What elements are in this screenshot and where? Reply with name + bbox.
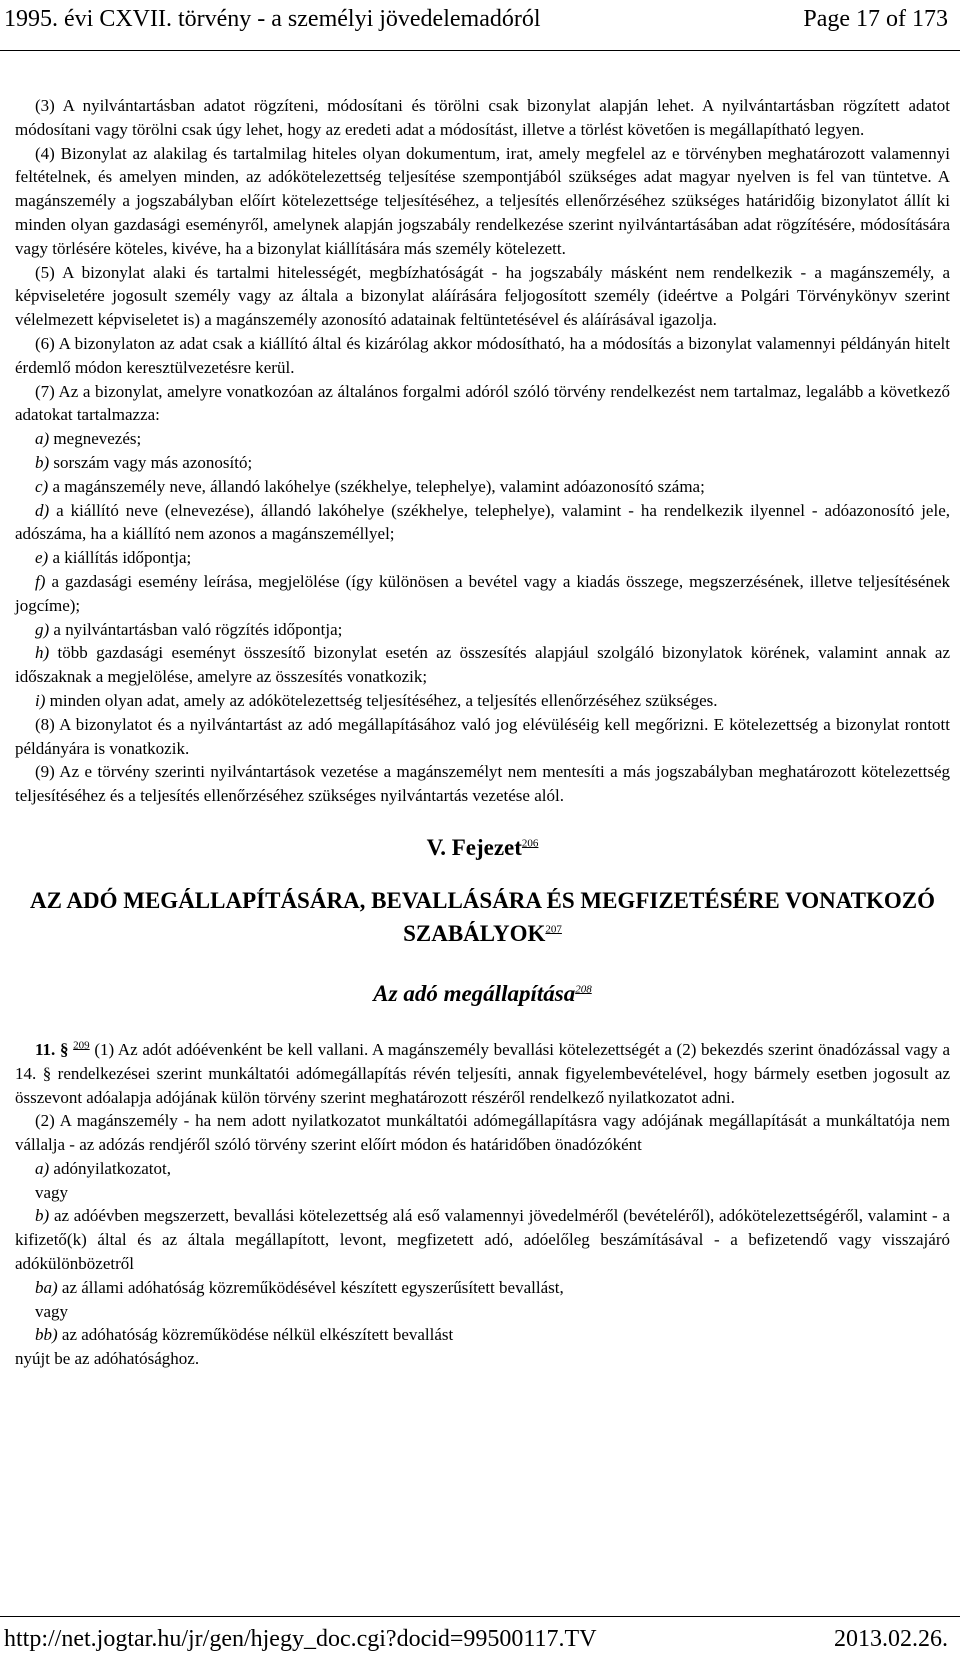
list-item-text: megnevezés; xyxy=(49,429,142,449)
list-item-marker: a) xyxy=(35,1158,50,1178)
footnote-link[interactable]: 207 xyxy=(545,923,562,936)
list-item-text: sorszám vagy más azonosító; xyxy=(49,452,253,472)
list-item-text: a kiállítás időpontja; xyxy=(48,548,192,568)
list-item xyxy=(15,499,950,547)
subtitle-label: Az adó megállapítása xyxy=(373,980,576,1006)
section-text: (1) Az adót adóévenként be kell vallani. A magánszemély bevallási kötelezettségét a (2) bekezdés szerint önadózással vagy a 14. § rendelkezései szerint munkáltatói adómegállapítás révén teljesíti, annak figyelembevételével, hogy bármely esetben jogosult az összevont adóalapja adójának külön törvény szerint meghatározott részéről rendelkező nyilatkozatot adni. xyxy=(15,1039,951,1107)
document-title: 1995. évi CXVII. törvény - a személyi jövedelemadóról xyxy=(4,6,541,32)
list-item xyxy=(15,618,950,642)
footnote-link[interactable]: 206 xyxy=(521,837,539,850)
list-item xyxy=(15,546,950,570)
list-item-text: adónyilatkozatot, xyxy=(49,1158,171,1178)
list-item-marker: c) xyxy=(35,476,49,496)
list-item-marker: e) xyxy=(35,548,49,568)
chapter-title-line1: AZ ADÓ MEGÁLLAPÍTÁSÁRA, BEVALLÁSÁRA ÉS MEGFIZETÉSÉRE VONATKOZÓ xyxy=(29,887,936,913)
page-number: Page 17 of 173 xyxy=(803,6,948,32)
list-item xyxy=(15,451,950,475)
section-11-paragraph-2: (2) A magánszemély - ha nem adott nyilatkozatot munkáltatói adómegállapításra vagy adójának megállapítását a munkáltatója nem vállalja - az adózás rendjéről szóló törvény szerint előírt módon és határidőben önadózóként xyxy=(15,1111,950,1155)
page-footer xyxy=(4,1620,948,1654)
document-body xyxy=(15,94,950,1371)
list-item-text: a kiállító neve (elnevezése), állandó lakóhelye (székhelye, telephelye), valamint - ha rendelkezik ilyennel - adóazonosító jele, adószáma, ha a kiállító nem azonos a magánszeméllyel; xyxy=(15,500,950,544)
paragraph-7: (7) Az a bizonylat, amelyre vonatkozóan az általános forgalmi adóról szóló törvény rendelkezést nem tartalmaz, legalább a következő adatokat tartalmazza: xyxy=(15,381,950,425)
list-item-marker: a) xyxy=(35,429,50,449)
list-item-marker: ba) xyxy=(35,1277,58,1297)
list-item-text: minden olyan adat, amely az adókötelezettség teljesítéséhez, a teljesítés ellenőrzéséhez szükséges. xyxy=(45,690,718,710)
paragraph-8: (8) A bizonylatot és a nyilvántartást az adó megállapításához való jog elévüléséig kell megőrizni. E kötelezettség a bizonylat rontott példányára is vonatkozik. xyxy=(15,714,950,758)
page-header xyxy=(4,4,948,44)
list-item-text: az állami adóhatóság közreműködésével készített egyszerűsített bevallást, xyxy=(57,1277,564,1297)
chapter-heading xyxy=(15,834,950,862)
list-item-marker: g) xyxy=(35,619,50,639)
paragraph-9: (9) Az e törvény szerinti nyilvántartások vezetése a magánszemélyt nem mentesíti a más jogszabályban meghatározott kötelezettség teljesítéséhez és a teljesítés ellenőrzéséhez szükséges nyilvántartás vezetése alól. xyxy=(15,762,950,806)
source-url[interactable]: http://net.jogtar.hu/jr/gen/hjegy_doc.cgi?docid=99500117.TV xyxy=(4,1626,597,1652)
list-item-text: az adóévben megszerzett, bevallási kötelezettség alá eső valamennyi jövedelméről (bevételéről), adókötelezettségéről, valamint - a kifizető(k) által és az általa megállapított, levont, megfizetett adó, adóelőleg beszámításával - a befizetendő vagy visszajáró adókülönbözetről xyxy=(15,1206,950,1274)
paragraph-3: (3) A nyilvántartásban adatot rögzíteni, módosítani és törölni csak bizonylat alapján lehet. A nyilvántartásban rögzített adatot módosítani vagy törölni csak úgy lehet, hogy az eredeti adat a módosítást, illetve a törlést követően is megállapítható legyen. xyxy=(15,96,950,139)
list-item-text: a nyilvántartásban való rögzítés időpontja; xyxy=(49,619,343,639)
list-item-marker: b) xyxy=(35,1206,50,1226)
list-item xyxy=(15,689,950,713)
chapter-title xyxy=(15,884,950,950)
section-number: 11. § xyxy=(35,1039,69,1059)
list-item-marker: f) xyxy=(35,571,46,591)
list-item-marker: h) xyxy=(35,643,50,663)
list-item-marker: b) xyxy=(35,452,50,472)
list-item xyxy=(15,1157,950,1181)
connector-text: vagy xyxy=(35,1301,69,1321)
print-date: 2013.02.26. xyxy=(834,1626,948,1652)
list-item xyxy=(15,570,950,618)
list-item-text: több gazdasági eseményt összesítő bizonylat esetén az összesítés alapjául szolgáló bizonylatok körének, valamint annak az időszaknak a megjelölése, amelyre az összesítés vonatkozik; xyxy=(15,643,950,687)
list-item-text: az adóhatóság közreműködése nélkül elkészített bevallást xyxy=(57,1325,454,1345)
paragraph-5: (5) A bizonylat alaki és tartalmi hitelességét, megbízhatóságát - ha jogszabály másként nem rendelkezik - a magánszemély, a képviseletére jogosult személy vagy az általa a bizonylat aláírására feljogosított személy (ideértve a Polgári Törvénykönyv szerint vélelmezett képviseletet is) a magánszemély azonosító adatainak feltüntetésével és aláírásával igazolja. xyxy=(15,262,950,330)
footer-divider xyxy=(0,1616,960,1617)
list-item-marker: i) xyxy=(35,690,46,710)
section-subtitle xyxy=(15,980,950,1008)
paragraph-4: (4) Bizonylat az alakilag és tartalmilag hiteles olyan dokumentum, irat, amely megfelel az e törvényben meghatározott valamennyi feltételnek, és amelyen minden, az adókötelezettség teljesítése szempontjából szükséges adat magyar nyelven is fel van tüntetve. A magánszemély a jogszabályban előírt kötelezettsége teljesítéséhez, a teljesítés ellenőrzéséhez szükséges határidőig bizonylatot állít ki minden olyan gazdasági eseményről, amelynek alapján jogszabály rendelkezése szerint nyilvántartásában adat rögzítésére, módosítására vagy törlésére köteles, kivéve, ha a bizonylat kiállítására más személy kötelezett. xyxy=(15,143,950,258)
list-item-text: a gazdasági esemény leírása, megjelölése (így különösen a bevétel vagy a kiadás összege, megszerzésének, illetve teljesítésének jogcíme); xyxy=(15,571,950,615)
list-item xyxy=(15,1276,950,1300)
list-item xyxy=(15,1323,950,1347)
chapter-label: V. Fejezet xyxy=(426,834,522,860)
list-item-text: a magánszemély neve, állandó lakóhelye (székhelye, telephelye), valamint adóazonosító száma; xyxy=(48,476,705,496)
section-11-paragraph-1 xyxy=(15,1038,950,1109)
connector-text: vagy xyxy=(35,1182,69,1202)
list-item xyxy=(15,641,950,689)
list-item-marker: d) xyxy=(35,500,50,520)
list-item xyxy=(15,1204,950,1275)
header-divider xyxy=(0,50,960,51)
chapter-title-line2: SZABÁLYOK xyxy=(403,920,546,946)
list-item-marker: bb) xyxy=(35,1325,58,1345)
list-item xyxy=(15,427,950,451)
paragraph-6: (6) A bizonylaton az adat csak a kiállító által és kizárólag akkor módosítható, ha a módosítás a bizonylat valamennyi példányán hitelt érdemlő módon keresztülvezetésre kerül. xyxy=(15,333,950,377)
footnote-link[interactable]: 208 xyxy=(575,983,592,996)
list-item xyxy=(15,475,950,499)
footnote-link[interactable]: 209 xyxy=(73,1039,90,1052)
closing-text: nyújt be az adóhatósághoz. xyxy=(15,1349,200,1369)
